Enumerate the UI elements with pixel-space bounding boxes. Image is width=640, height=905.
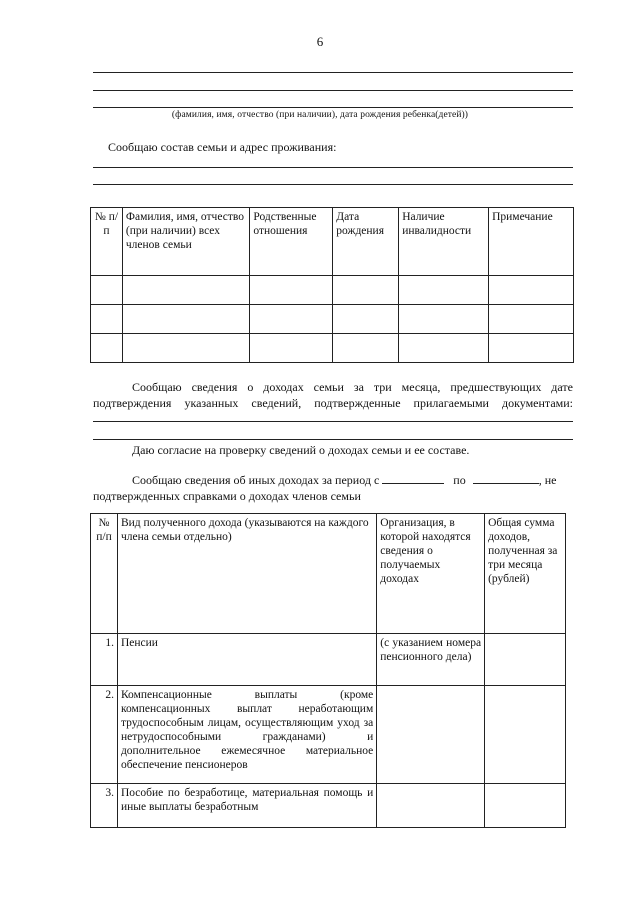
organization-cell[interactable]: (с указанием номера пенсионного дела) (377, 634, 485, 686)
table-cell[interactable] (91, 305, 123, 334)
table-cell[interactable] (333, 305, 399, 334)
header-total-sum: Общая сумма доходов, полученная за три месяца (рублей) (485, 514, 566, 634)
table-cell[interactable] (399, 334, 489, 363)
table-cell[interactable] (250, 334, 333, 363)
table-cell[interactable] (250, 276, 333, 305)
family-table (90, 207, 574, 363)
table-cell[interactable] (250, 305, 333, 334)
sum-cell[interactable] (485, 686, 566, 784)
other-income-line-1 (132, 472, 573, 488)
income-docs-line-1[interactable] (93, 421, 573, 422)
table-cell[interactable] (91, 334, 123, 363)
header-relation: Родственные отношения (250, 208, 333, 276)
address-line-2[interactable] (93, 184, 573, 185)
period-to-field[interactable] (473, 472, 539, 484)
table-cell[interactable] (122, 334, 249, 363)
table-row (91, 634, 566, 686)
table-cell[interactable] (333, 276, 399, 305)
child-line-3[interactable] (93, 107, 573, 108)
table-row (91, 305, 574, 334)
child-line-2[interactable] (93, 90, 573, 91)
other-income-text-c: , не (538, 473, 557, 487)
table-row (91, 686, 566, 784)
table-cell[interactable] (122, 276, 249, 305)
income-table-header (91, 514, 566, 634)
income-type: Пособие по безработице, материальная помощь и иные выплаты безработным (117, 784, 376, 828)
income-statement-line-2: подтверждения указанных сведений, подтвержденные прилагаемыми документами: (93, 396, 573, 410)
table-row (91, 784, 566, 828)
header-disability: Наличие инвалидности (399, 208, 489, 276)
table-row (91, 334, 574, 363)
table-cell[interactable] (489, 305, 574, 334)
income-table (90, 513, 566, 828)
table-cell[interactable] (489, 276, 574, 305)
period-from-field[interactable] (382, 472, 444, 484)
page-number: 6 (316, 34, 324, 49)
income-type: Пенсии (117, 634, 376, 686)
income-statement-line-1: Сообщаю сведения о доходах семьи за три месяца, предшествующих дате (132, 380, 573, 394)
table-cell[interactable] (399, 305, 489, 334)
organization-cell[interactable] (377, 784, 485, 828)
consent-text: Даю согласие на проверку сведений о доходах семьи и ее составе. (132, 443, 470, 457)
family-table-header (91, 208, 574, 276)
child-line-1[interactable] (93, 72, 573, 73)
other-income-text-a: Сообщаю сведения об иных доходах за период с (132, 473, 380, 487)
child-caption: (фамилия, имя, отчество (при наличии), дата рождения ребенка(детей)) (171, 110, 469, 120)
header-num: № п/п (91, 514, 118, 634)
family-intro: Сообщаю состав семьи и адрес проживания: (108, 140, 337, 154)
header-note: Примечание (489, 208, 574, 276)
sum-cell[interactable] (485, 634, 566, 686)
header-birth: Дата рождения (333, 208, 399, 276)
table-cell[interactable] (489, 334, 574, 363)
address-line-1[interactable] (93, 167, 573, 168)
sum-cell[interactable] (485, 784, 566, 828)
income-docs-line-2[interactable] (93, 439, 573, 440)
table-row (91, 276, 574, 305)
organization-cell[interactable] (377, 686, 485, 784)
header-income-type: Вид полученного дохода (указываются на каждого члена семьи отдельно) (117, 514, 376, 634)
table-cell[interactable] (333, 334, 399, 363)
row-num: 3. (91, 784, 118, 828)
header-num: № п/п (91, 208, 123, 276)
table-cell[interactable] (91, 276, 123, 305)
table-cell[interactable] (122, 305, 249, 334)
income-type: Компенсационные выплаты (кроме компенсационных выплат неработающим трудоспособным лицам, осуществляющим уход за нетрудоспособными гражданами) и дополнительное ежемесячное материальное обеспечение пенсионеров (117, 686, 376, 784)
table-cell[interactable] (399, 276, 489, 305)
row-num: 1. (91, 634, 118, 686)
header-name: Фамилия, имя, отчество (при наличии) всех членов семьи (122, 208, 249, 276)
row-num: 2. (91, 686, 118, 784)
other-income-text-b: по (453, 473, 466, 487)
other-income-line-2: подтвержденных справками о доходах членов семьи (93, 489, 361, 503)
header-organization: Организация, в которой находятся сведения о получаемых доходах (377, 514, 485, 634)
